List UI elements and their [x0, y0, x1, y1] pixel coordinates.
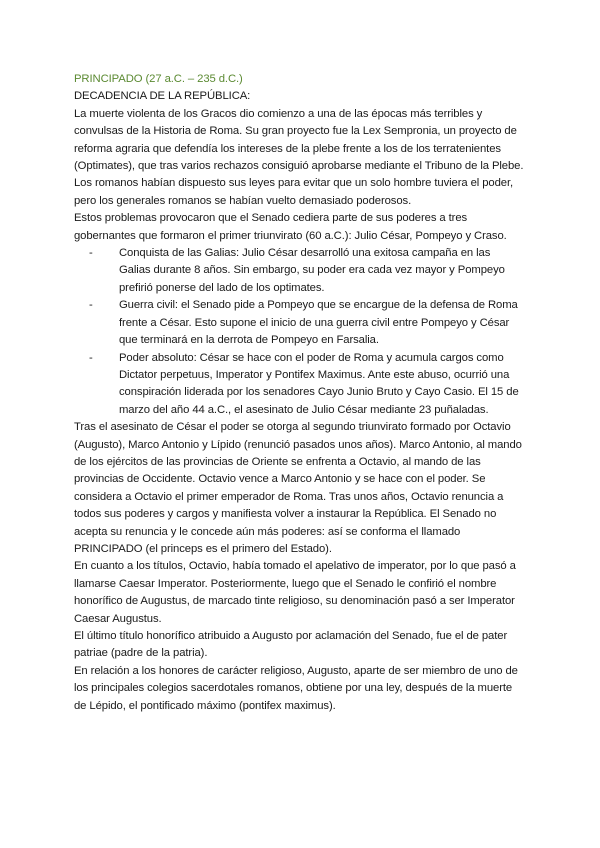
- list-item: [74, 350, 524, 420]
- paragraph-romanos: Los romanos habían dispuesto sus leyes para evitar que un solo hombre tuviera el poder, pero los generales romanos se habían vuelto demasiado poderosos.: [74, 177, 514, 207]
- document-title: PRINCIPADO (27 a.C. – 235 d.C.): [74, 73, 243, 85]
- bullet-text: Conquista de las Galias: Julio César desarrolló una exitosa campaña en las Galias durante 8 años. Sin embargo, su poder era cada vez mayor y Pompeyo prefirió ponerse del lado de los optimates.: [119, 247, 505, 294]
- bullet-dash: -: [89, 351, 93, 364]
- paragraph-honores-religiosos: En relación a los honores de carácter religioso, Augusto, aparte de ser miembro de uno de los principales colegios sacerdotales romanos, obtiene por una ley, después de la muerte de Lépido, el pontificado máximo (pontifex maximus).: [74, 664, 518, 712]
- list-item: [74, 245, 524, 297]
- list-item: [74, 297, 524, 349]
- bullet-dash: -: [89, 299, 93, 312]
- document-body: [74, 71, 524, 715]
- paragraph-pater-patriae: El último título honorífico atribuido a Augusto por aclamación del Senado, fue el de pater patriae (padre de la patria).: [74, 630, 508, 660]
- paragraph-triunvirato: Estos problemas provocaron que el Senado cediera parte de sus poderes a tres gobernantes que formaron el primer triunvirato (60 a.C.): Julio César, Pompeyo y Craso.: [74, 212, 507, 242]
- paragraph-titulos: En cuanto a los títulos, Octavio, había tomado el apelativo de imperator, por lo que pasó a llamarse Caesar Imperator. Posteriormente, luego que el Senado le confirió el nombre honorífico de Augustus, de marcado tinte religioso, su denominación pasó a ser Imperator Caesar Augustus.: [74, 560, 516, 625]
- paragraph-segundo-triunvirato: Tras el asesinato de César el poder se otorga al segundo triunvirato formado por Octavio (Augusto), Marco Antonio y Lípido (renunció pasados unos años). Marco Antonio, al mando de los ejércitos de las provincias de Oriente se enfrenta a Octavio, al mando de las provincias de Occidente. Octavio vence a Marco Antonio y se hace con el poder. Se considera a Octavio el primer emperador de Roma. Tras unos años, Octavio renuncia a todos sus poderes y cargos y manifiesta volver a instaurar la República. El Senado no acepta su renuncia y le concede aún más poderes: así se conforma el llamado PRINCIPADO (el princeps es el primero del Estado).: [74, 421, 522, 555]
- bullet-text: Poder absoluto: César se hace con el poder de Roma y acumula cargos como Dictator perpetuus, Imperator y Pontifex Maximus. Ante este abuso, ocurrió una conspiración liderada por los senadores Cayo Junio Bruto y Cayo Casio. El 15 de marzo del año 44 a.C., el asesinato de Julio César mediante 23 puñaladas.: [119, 351, 519, 416]
- bullet-dash: -: [89, 247, 93, 260]
- bullet-list: [74, 245, 524, 419]
- bullet-text: Guerra civil: el Senado pide a Pompeyo que se encargue de la defensa de Roma frente a César. Esto supone el inicio de una guerra civil entre Pompeyo y César que terminará en la derrota de Pompeyo en Farsalia.: [119, 299, 518, 347]
- section-heading: DECADENCIA DE LA REPÚBLICA:: [74, 90, 251, 103]
- paragraph-gracos: La muerte violenta de los Gracos dio comienzo a una de las épocas más terribles y convulsas de la Historia de Roma. Su gran proyecto fue la Lex Sempronia, un proyecto de reforma agraria que defendía los intereses de la plebe frente a los de los terratenientes (Optimates), que tras varios rechazos consiguió aprobarse mediante el Tribuno de la Plebe.: [74, 107, 524, 173]
